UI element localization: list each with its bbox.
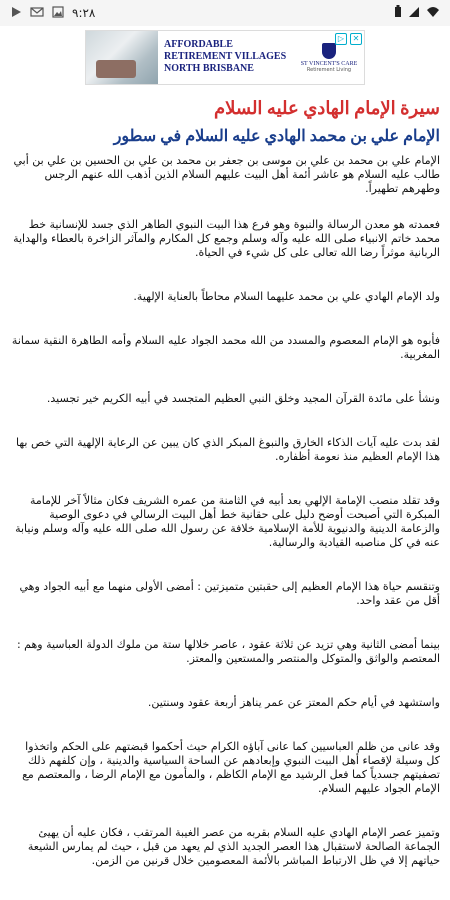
paragraph: وتميز عصر الإمام الهادي عليه السلام بقربه من عصر الغيبة المرتقب ، فكان عليه أن يهيئ الجماعة الصالحة لاستقبال هذا العصر الجديد الذي لم يعهد من قبل ، حيث لم يمارس الشيعة حياتهم إلا في ظل الارتباط المباشر بالأئمة المعصومين خلال قرنين من الزمن. xyxy=(27,826,440,867)
paragraph: ونشأ على مائدة القرآن المجيد وخلق النبي العظيم المتجسد في أبيه الكريم خير تجسيد. xyxy=(46,392,440,405)
play-store-icon xyxy=(10,6,22,21)
ad-controls xyxy=(335,33,362,45)
status-icons-right xyxy=(394,5,440,21)
status-icons-left xyxy=(10,6,95,21)
ad-headline: AFFORDABLE RETIREMENT VILLAGES NORTH BRISBANE xyxy=(164,39,287,74)
paragraph: ولد الإمام الهادي علي بن محمد عليهما السلام محاطاً بالعناية الإلهية. xyxy=(133,290,440,303)
paragraph: وقد تقلد منصب الإمامة الإلهي بعد أبيه في الثامنة من عمره الشريف فكان مثالاً آخر للإمامة المبكرة التي أصبحت أوضح دليل على حقانية خط أهل البيت الرسالي في دعوى الوصية والزعامة الدينية والدنيوية للأمة الإسلامية خلافة عن رسول الله صلى الله عليه وآله وسلم ونيابة عنه في كل مناصبه القيادية والرسالية. xyxy=(15,494,440,549)
ad-brand-sub: Retirement Living xyxy=(306,66,352,73)
banner-ad[interactable] xyxy=(85,30,365,85)
paragraph: وتنقسم حياة هذا الإمام العظيم إلى حقبتين متميزتين : أمضى الأولى منهما مع أبيه الجواد وهي أقل من عقد واحد. xyxy=(19,580,440,607)
paragraph: واستشهد في أيام حكم المعتز عن عمر يناهز أربعة عقود وسنتين. xyxy=(147,696,440,709)
close-icon[interactable]: ✕ xyxy=(350,33,362,45)
paragraph: بينما أمضى الثانية وهي تزيد عن ثلاثة عقود ، عاصر خلالها ستة من ملوك الدولة العباسية وهم : المعتصم والواثق والمتوكل والمنتصر والمستعين والمعتز. xyxy=(16,638,440,665)
status-bar xyxy=(0,0,450,26)
ad-image xyxy=(86,31,158,84)
wifi-icon xyxy=(426,6,440,21)
paragraph: فأبوه هو الإمام المعصوم والمسدد من الله محمد الجواد عليه السلام وأمه الطاهرة النقية سمانة المغربية. xyxy=(11,334,440,361)
crest-icon xyxy=(322,43,336,59)
ad-brand: ST VINCENT'S CARE xyxy=(300,60,358,67)
article-title: سيرة الإمام الهادي عليه السلام xyxy=(214,98,440,118)
article xyxy=(0,90,450,868)
paragraph: الإمام علي بن محمد بن علي بن موسى بن جعفر بن محمد بن علي بن الحسين بن علي بن أبي طالب عليه السلام هو عاشر أئمة أهل البيت عليهم السلام الذين أذهب الله عنهم الرجس وطهرهم تطهيراً. xyxy=(13,154,440,195)
battery-icon xyxy=(394,5,402,21)
article-subtitle: الإمام علي بن محمد الهادي عليه السلام في سطور xyxy=(113,128,440,145)
paragraph: وقد عانى من ظلم العباسيين كما عانى آباؤه الكرام حيث أحكموا قبضتهم على الحكم واتخذوا كل وسيلة لإقصاء أهل البيت النبوي وإبعادهم عن الساحة السياسية والدينية ، وإن كلفهم ذلك تصفيتهم جسدياً كما فعل الرشيد مع الإمام الكاظم ، والمأمون مع الإمام الرضا ، والمعتصم مع الإمام الجواد عليهم السلام. xyxy=(22,740,440,795)
paragraph: فعمدته هو معدن الرسالة والنبوة وهو فرع هذا البيت النبوي الطاهر الذي جسد للإنسانية خط محمد خاتم الانبياء صلى الله عليه وآله وسلم وجمع كل المكارم والمآثر الزاخرة بالعطاء والهداية الربانية موثراً رضا الله تعالى على كل شيء في الحياة. xyxy=(13,218,440,259)
paragraph: لقد بدت عليه آيات الذكاء الخارق والنبوغ المبكر الذي كان يبين عن الرعاية الإلهية التي خص بها هذا الإمام العظيم منذ نعومة أظفاره. xyxy=(16,436,440,463)
adchoices-icon[interactable]: ▷ xyxy=(335,33,347,45)
gallery-icon xyxy=(52,6,64,21)
signal-icon xyxy=(408,6,420,21)
clock: ٩:٢٨ xyxy=(72,6,96,20)
mail-icon xyxy=(30,6,44,21)
